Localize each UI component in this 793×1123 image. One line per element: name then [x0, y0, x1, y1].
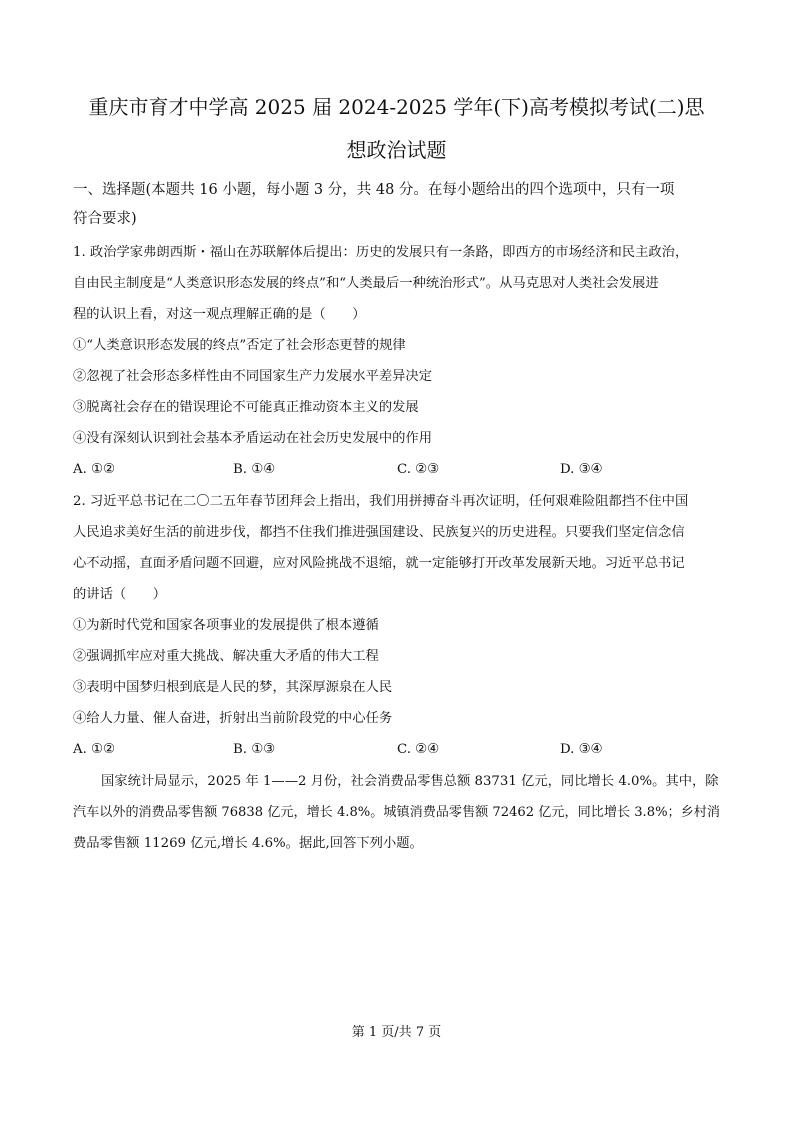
q2-option-a: A. ①② [73, 742, 115, 757]
q2-statement-2: ②强调抓牢应对重大挑战、解决重大矛盾的伟大工程 [73, 649, 379, 664]
q2-statement-4: ④给人力量、催人奋进，折射出当前阶段党的中心任务 [73, 711, 393, 726]
page-footer: 第 1 页/共 7 页 [351, 1025, 442, 1040]
q2-statement-1: ①为新时代党和国家各项事业的发展提供了根本遵循 [73, 618, 379, 633]
q1-option-d: D. ③④ [560, 462, 603, 477]
material-line-1: 国家统计局显示，2025 年 1——2 月份，社会消费品零售总额 83731 亿元，同比增长 4.0%。其中，除 [101, 774, 719, 789]
q2-option-d: D. ③④ [560, 742, 603, 757]
q2-stem-line-4: 的讲话（ ） [73, 587, 167, 602]
section-heading-line-2: 符合要求) [73, 211, 137, 227]
q1-statement-4: ④没有深刻认识到社会基本矛盾运动在社会历史发展中的作用 [73, 431, 433, 446]
q1-options [73, 460, 723, 480]
q2-option-c: C. ②④ [397, 742, 439, 757]
q1-statement-2: ②忽视了社会形态多样性由不同国家生产力发展水平差异决定 [73, 369, 433, 384]
exam-title-line-2: 想政治试题 [346, 138, 447, 162]
q1-stem-line-1: 1. 政治学家弗朗西斯・福山在苏联解体后提出：历史的发展只有一条路，即西方的市场经济和民主政治， [73, 245, 689, 260]
q2-stem-line-2: 人民追求美好生活的前进步伐，都挡不住我们推进强国建设、民族复兴的历史进程。只要我们坚定信念信 [73, 525, 685, 540]
q1-stem-line-3: 程的认识上看，对这一观点理解正确的是（ ） [73, 307, 366, 322]
q2-option-b: B. ①③ [233, 742, 276, 757]
q2-stem-line-3: 心不动摇，直面矛盾问题不回避，应对风险挑战不退缩，就一定能够打开改革发展新天地。习近平总书记 [73, 556, 685, 571]
q1-option-a: A. ①② [73, 462, 115, 477]
section-heading-line-1: 一、选择题(本题共 16 小题，每小题 3 分，共 48 分。在每小题给出的四个选项中，只有一项 [73, 182, 675, 198]
q2-stem-line-1: 2. 习近平总书记在二〇二五年春节团拜会上指出，我们用拼搏奋斗再次证明，任何艰难险阻都挡不住中国 [73, 494, 689, 509]
q1-statement-1: ①“人类意识形态发展的终点”否定了社会形态更替的规律 [73, 338, 406, 353]
q1-option-c: C. ②③ [397, 462, 439, 477]
q1-stem-line-2: 自由民主制度是“人类意识形态发展的终点”和“人类最后一种统治形式”。从马克思对人类社会发展进 [73, 276, 659, 291]
q1-option-b: B. ①④ [233, 462, 276, 477]
material-line-3: 费品零售额 11269 亿元,增长 4.6%。据此,回答下列小题。 [73, 836, 423, 851]
exam-title-line-1: 重庆市育才中学高 2025 届 2024-2025 学年(下)高考模拟考试(二)思 [88, 95, 705, 119]
material-line-2: 汽车以外的消费品零售额 76838 亿元，增长 4.8%。城镇消费品零售额 72462 亿元，同比增长 3.8%；乡村消 [73, 805, 720, 820]
q1-statement-3: ③脱离社会存在的错误理论不可能真正推动资本主义的发展 [73, 400, 419, 415]
q2-options [73, 740, 723, 760]
q2-statement-3: ③表明中国梦归根到底是人民的梦，其深厚源泉在人民 [73, 680, 393, 695]
